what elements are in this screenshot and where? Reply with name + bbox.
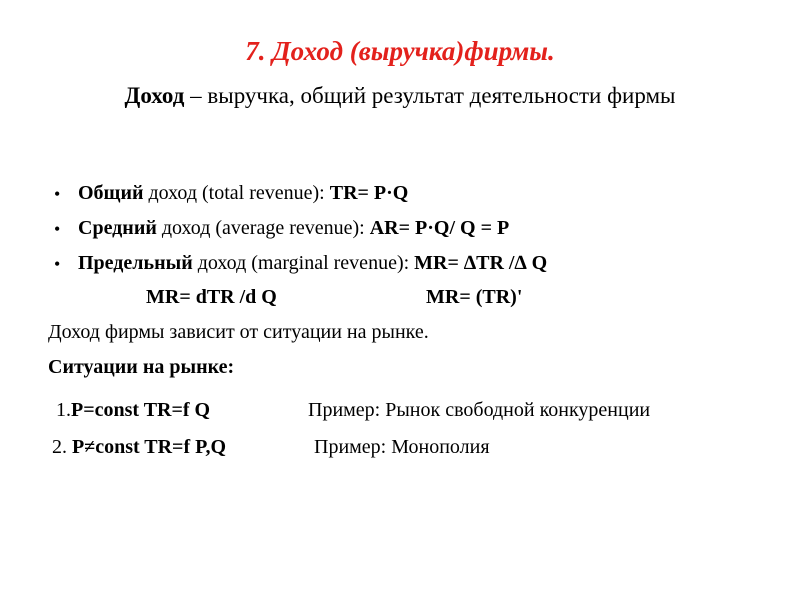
bullet-term: Предельный xyxy=(78,252,193,274)
bullet-formula: AR= P·Q/ Q = P xyxy=(369,217,510,239)
bullet-term: Средний xyxy=(78,217,157,239)
bullet-description: доход (average revenue): xyxy=(156,217,370,239)
situation-1 xyxy=(56,399,210,422)
situations-heading: Ситуации на рынке: xyxy=(48,356,235,378)
bullet-description: доход (total revenue): xyxy=(143,182,330,204)
slide-title: 7. Доход (выручка)фирмы. xyxy=(245,36,555,66)
slide-subtitle xyxy=(0,83,800,109)
situation-1-example: Пример: Рынок свободной конкуренции xyxy=(308,399,651,421)
bullet-description: доход (marginal revenue): xyxy=(192,252,415,274)
situation-condition: P=const TR=f Q xyxy=(71,399,211,421)
bullet-total-revenue xyxy=(78,182,408,205)
situation-2-example: Пример: Монополия xyxy=(314,436,490,458)
bullet-marker: • xyxy=(54,184,61,204)
bullet-term: Общий xyxy=(78,182,144,204)
subtitle-term: Доход xyxy=(124,83,185,108)
bullet-marker: • xyxy=(54,254,61,274)
bullet-formula: TR= P·Q xyxy=(329,182,409,204)
bullet-marker: • xyxy=(54,219,61,239)
mr-prime-formula: MR= (TR)' xyxy=(426,286,523,308)
subtitle-definition: – выручка, общий результат деятельности фирмы xyxy=(184,83,676,108)
bullet-marginal-revenue xyxy=(78,252,547,275)
situation-condition: P≠const TR=f P,Q xyxy=(72,436,227,458)
situation-2 xyxy=(52,436,226,459)
dependency-text: Доход фирмы зависит от ситуации на рынке. xyxy=(48,321,429,343)
situation-number: 1. xyxy=(56,399,71,421)
situation-number: 2. xyxy=(52,436,72,458)
mr-derivative-formula: MR= dTR /d Q xyxy=(146,286,277,308)
bullet-average-revenue xyxy=(78,217,509,240)
bullet-formula: MR= ∆TR /∆ Q xyxy=(414,252,548,274)
